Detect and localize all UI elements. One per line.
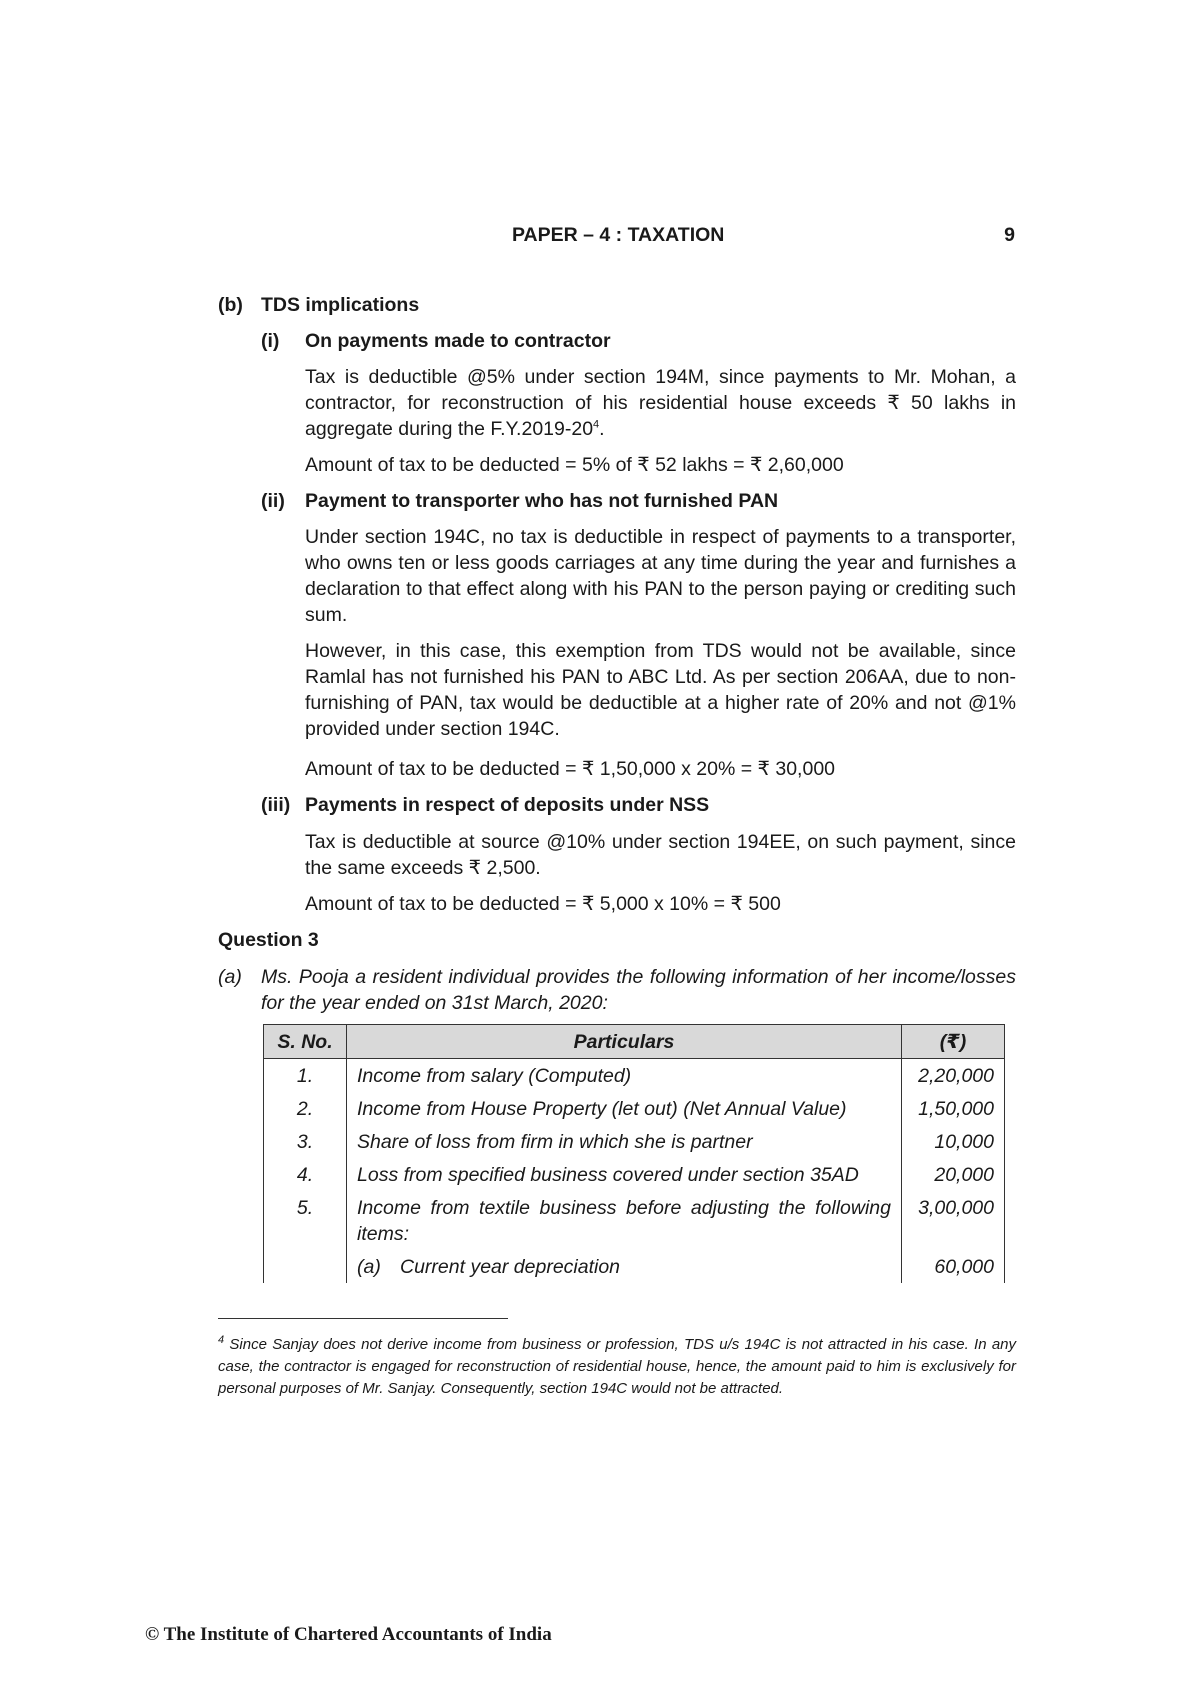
footnote-text: Since Sanjay does not derive income from business or profession, TDS u/s 194C is not attracted in his case. In any case, the contractor is engaged for reconstruction of residential house, hence, the amount paid to him is exclusively for personal purposes of Mr. Sanjay. Consequently, section 194C would not be attracted.: [218, 1336, 1016, 1397]
question3-a-marker: (a): [218, 966, 242, 988]
row-amount: 2,20,000: [902, 1059, 1005, 1093]
row-particulars: Income from House Property (let out) (Net Annual Value): [347, 1092, 902, 1125]
row-particulars: Income from salary (Computed): [347, 1059, 902, 1093]
page-header: [0, 222, 1191, 248]
subrow-particulars: [347, 1250, 902, 1283]
footnote-number: 4: [218, 1334, 225, 1346]
row-amount: 3,00,000: [902, 1191, 1005, 1250]
row-sno: 5.: [264, 1191, 347, 1250]
table-row: [264, 1191, 1005, 1250]
section-b-marker: (b): [218, 294, 243, 316]
table-row: [264, 1125, 1005, 1158]
row-sno: 3.: [264, 1125, 347, 1158]
subsection-i-marker: (i): [261, 330, 280, 352]
header-amount: (₹): [902, 1025, 1005, 1059]
subrow-sno: [264, 1250, 347, 1283]
subsection-i-heading: On payments made to contractor: [305, 330, 611, 352]
table-subrow: [264, 1250, 1005, 1283]
subsection-iii-marker: (iii): [261, 794, 291, 816]
subsection-iii-para1: Tax is deductible at source @10% under section 194EE, on such payment, since the same exceeds ₹ 2,500.: [305, 831, 1016, 879]
copyright-footer: © The Institute of Chartered Accountants of India: [145, 1624, 552, 1645]
row-sno: 2.: [264, 1092, 347, 1125]
table-row: [264, 1092, 1005, 1125]
subrow-letter: (a): [357, 1256, 381, 1278]
income-table: [263, 1024, 1005, 1283]
subsection-iii-heading: Payments in respect of deposits under NSS: [305, 794, 710, 816]
subrow-text: Current year depreciation: [400, 1256, 621, 1278]
header-title: PAPER – 4 : TAXATION: [512, 224, 725, 246]
row-particulars: Income from textile business before adjusting the following items:: [347, 1191, 902, 1250]
subsection-ii-para2: However, in this case, this exemption from TDS would not be available, since Ramlal has not furnished his PAN to ABC Ltd. As per section 206AA, due to non-furnishing of PAN, tax would be deductible at a higher rate of 20% and not @1% provided under section 194C.: [305, 640, 1016, 740]
page-number: 9: [1004, 224, 1015, 246]
footnote: [218, 1334, 1016, 1400]
subsection-ii-heading: Payment to transporter who has not furnished PAN: [305, 490, 779, 512]
subsection-ii-para3: Amount of tax to be deducted = ₹ 1,50,000 x 20% = ₹ 30,000: [305, 758, 836, 780]
footnote-divider: [218, 1318, 508, 1319]
row-particulars: Share of loss from firm in which she is partner: [347, 1125, 902, 1158]
subsection-ii-para1: Under section 194C, no tax is deductible in respect of payments to a transporter, who owns ten or less goods carriages at any time during the year and furnishes a declaration to that effect along with his PAN to the person paying or crediting such sum.: [305, 526, 1016, 626]
subrow-amount: 60,000: [902, 1250, 1005, 1283]
subsection-ii-marker: (ii): [261, 490, 285, 512]
section-b-heading: TDS implications: [261, 294, 420, 316]
row-amount: 20,000: [902, 1158, 1005, 1191]
subsection-iii-para2: Amount of tax to be deducted = ₹ 5,000 x 10% = ₹ 500: [305, 893, 781, 915]
subsection-i-para1: Tax is deductible @5% under section 194M, since payments to Mr. Mohan, a contractor, for reconstruction of his residential house exceeds ₹ 50 lakhs in aggregate during the $F.Y.2019-20^4$.: [305, 366, 1016, 440]
footnote-ref: 4: [593, 418, 600, 431]
row-amount: 10,000: [902, 1125, 1005, 1158]
subsection-i-para2: Amount of tax to be deducted = 5% of ₹ 52 lakhs = ₹ 2,60,000: [305, 454, 844, 476]
table-row: [264, 1158, 1005, 1191]
table-row: [264, 1059, 1005, 1093]
question3-a-text: Ms. Pooja a resident individual provides the following information of her income/losses for the year ended on 31st March, 2020:: [261, 966, 1016, 1014]
row-sno: 4.: [264, 1158, 347, 1191]
table-header-row: [264, 1025, 1005, 1059]
row-sno: 1.: [264, 1059, 347, 1093]
header-sno: S. No.: [264, 1025, 347, 1059]
row-amount: 1,50,000: [902, 1092, 1005, 1125]
question3-heading: Question 3: [218, 929, 319, 951]
header-particulars: Particulars: [347, 1025, 902, 1059]
row-particulars: Loss from specified business covered under section 35AD: [347, 1158, 902, 1191]
